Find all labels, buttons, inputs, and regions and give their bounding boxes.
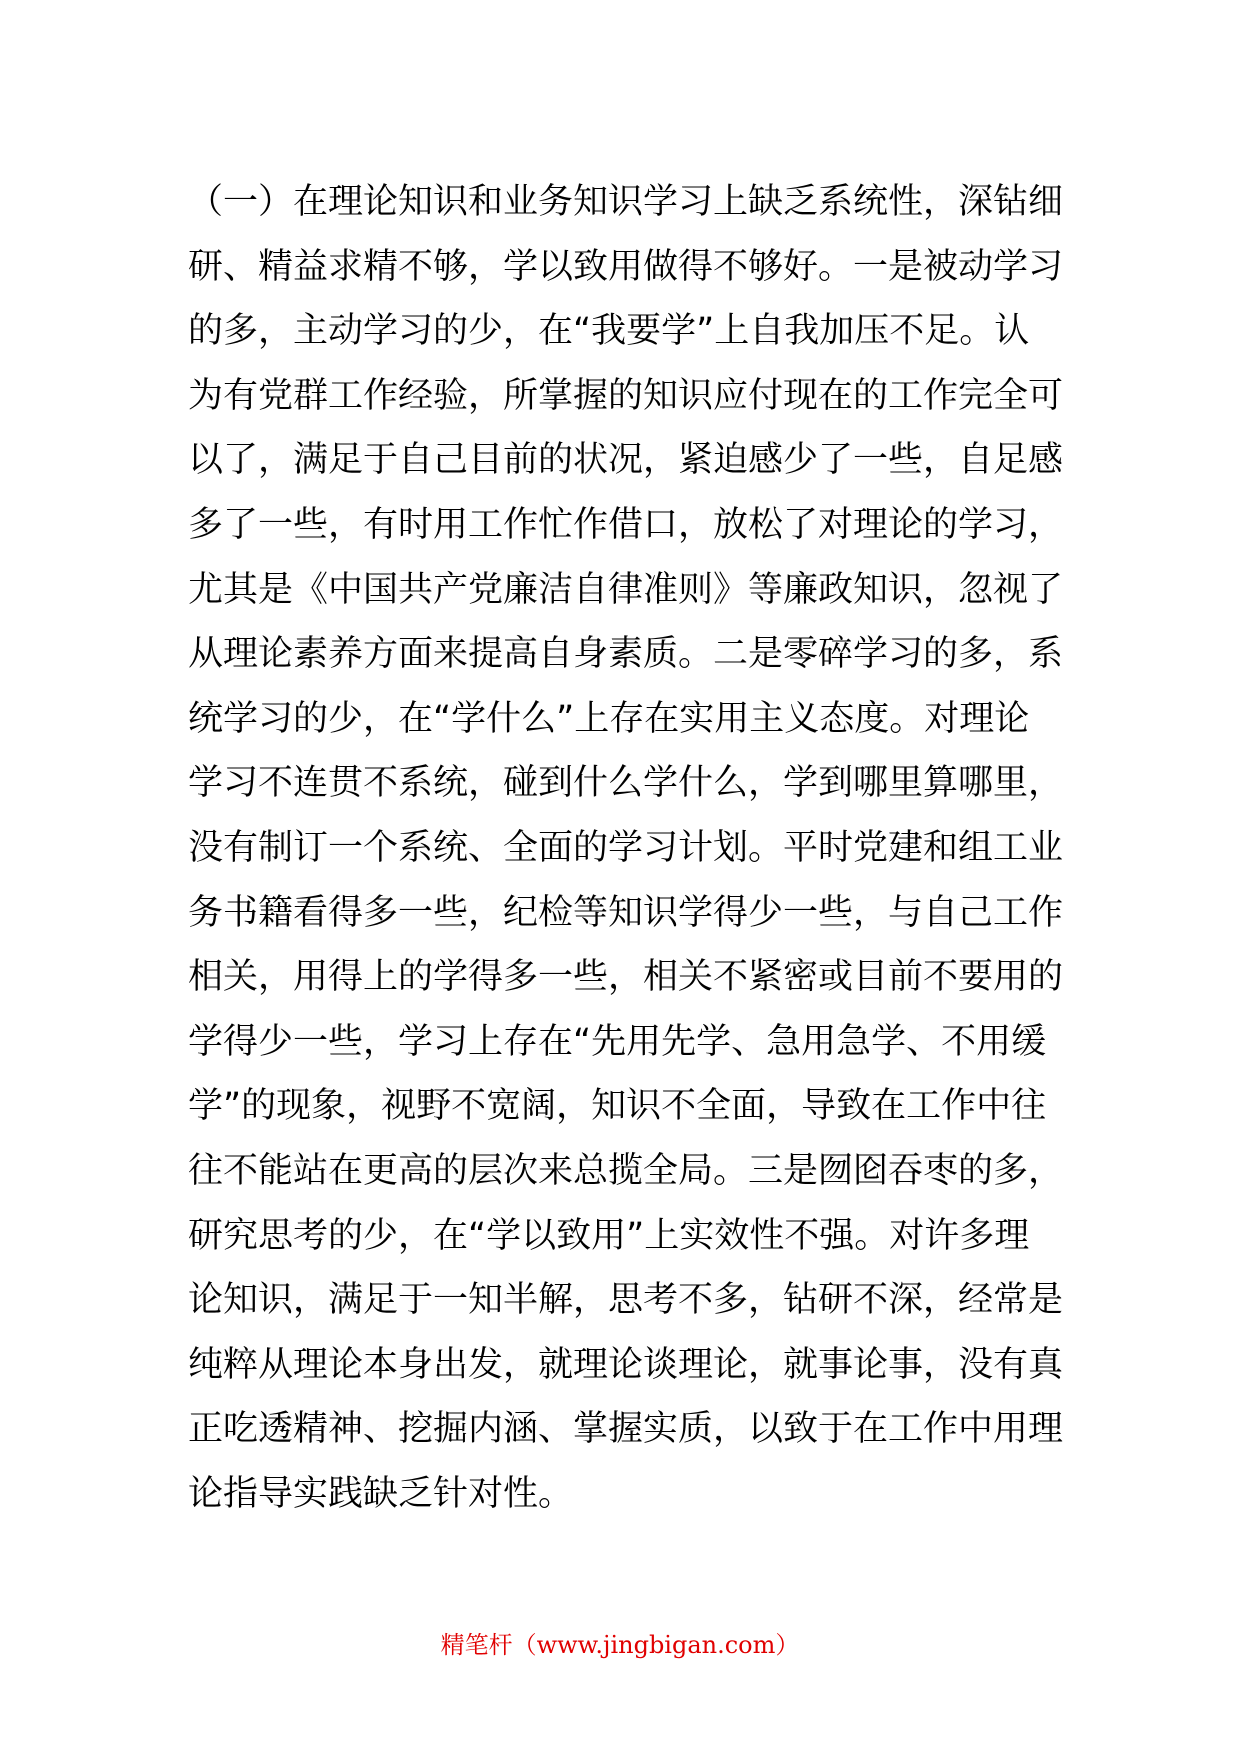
paragraph-line: 相关，用得上的学得多一些，相关不紧密或目前不要用的 — [188, 957, 1064, 998]
paragraph-line: 纯粹从理论本身出发，就理论谈理论，就事论事，没有真 — [188, 1344, 1064, 1385]
paragraph-line: 尤其是《中国共产党廉洁自律准则》等廉政知识，忽视了 — [188, 569, 1064, 610]
paragraph-line: 务书籍看得多一些，纪检等知识学得少一些，与自己工作 — [188, 892, 1064, 933]
paragraph-line: 以了，满足于自己目前的状况，紧迫感少了一些，自足感 — [188, 440, 1064, 481]
paragraph-line: 统学习的少，在“学什么”上存在实用主义态度。对理论 — [188, 698, 1030, 739]
paragraph-line: 为有党群工作经验，所掌握的知识应付现在的工作完全可 — [188, 375, 1064, 416]
paragraph-line: 多了一些，有时用工作忙作借口，放松了对理论的学习， — [188, 504, 1064, 545]
paragraph-line: 正吃透精神、挖掘内涵、掌握实质，以致于在工作中用理 — [188, 1409, 1064, 1450]
paragraph-line: 论指导实践缺乏针对性。 — [188, 1473, 574, 1514]
paragraph-line: （一）在理论知识和业务知识学习上缺乏系统性，深钻细 — [188, 182, 1064, 222]
paragraph-line: 的多，主动学习的少，在“我要学”上自我加压不足。认 — [188, 311, 1030, 352]
paragraph-line: 学”的现象，视野不宽阔，知识不全面，导致在工作中往 — [188, 1086, 1047, 1127]
paragraph-line: 往不能站在更高的层次来总揽全局。三是囫囵吞枣的多， — [188, 1150, 1064, 1191]
paragraph-line: 论知识，满足于一知半解，思考不多，钻研不深，经常是 — [188, 1280, 1064, 1321]
paragraph-line: 学习不连贯不系统，碰到什么学什么，学到哪里算哪里， — [188, 763, 1064, 804]
paragraph-line: 没有制订一个系统、全面的学习计划。平时党建和组工业 — [188, 827, 1064, 868]
paragraph-line: 学得少一些，学习上存在“先用先学、急用急学、不用缓 — [188, 1021, 1047, 1062]
body-paragraph — [188, 170, 1088, 1526]
paragraph-line: 研、精益求精不够，学以致用做得不够好。一是被动学习 — [188, 246, 1064, 287]
paragraph-line: 研究思考的少，在“学以致用”上实效性不强。对许多理 — [188, 1215, 1030, 1256]
footer-watermark: 精笔杆（www.jingbigan.com） — [440, 1631, 800, 1659]
paragraph-line: 从理论素养方面来提高自身素质。二是零碎学习的多，系 — [188, 634, 1064, 675]
